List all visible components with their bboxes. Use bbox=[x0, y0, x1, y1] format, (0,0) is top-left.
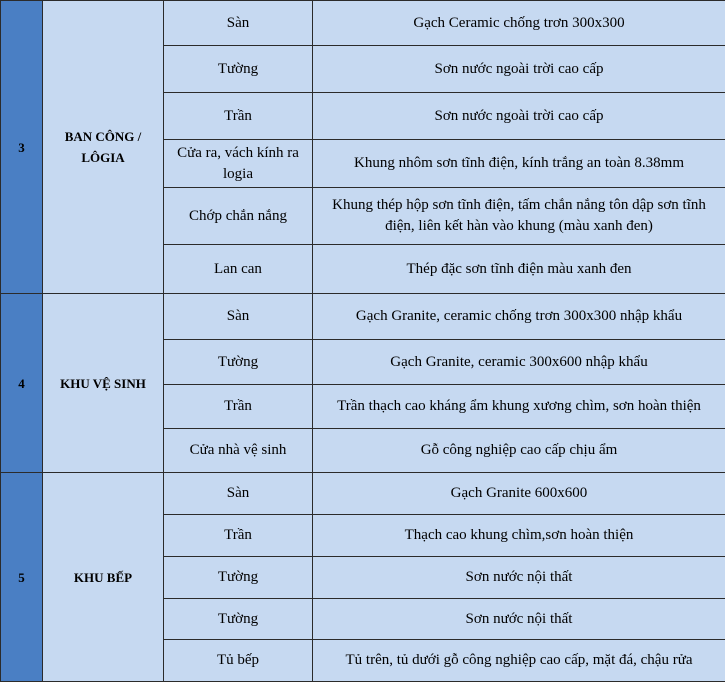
section-name: KHU BẾP bbox=[43, 473, 164, 682]
spec-cell: Gạch Granite, ceramic 300x600 nhập khẩu bbox=[313, 340, 725, 385]
item-cell: Sàn bbox=[164, 1, 313, 46]
section-name: KHU VỆ SINH bbox=[43, 294, 164, 473]
table-row bbox=[1, 473, 725, 515]
item-cell: Tường bbox=[164, 340, 313, 385]
item-cell: Lan can bbox=[164, 245, 313, 294]
spec-cell: Sơn nước ngoài trời cao cấp bbox=[313, 46, 725, 93]
item-cell: Trần bbox=[164, 515, 313, 557]
spec-cell: Thép đặc sơn tĩnh điện màu xanh đen bbox=[313, 245, 725, 294]
item-cell: Cửa ra, vách kính ra logia bbox=[164, 140, 313, 188]
item-cell: Trần bbox=[164, 93, 313, 140]
spec-cell: Khung thép hộp sơn tĩnh điện, tấm chắn nắng tôn dập sơn tĩnh điện, liên kết hàn vào khung (màu xanh đen) bbox=[313, 188, 725, 245]
section-number: 3 bbox=[1, 1, 43, 294]
item-cell: Tường bbox=[164, 557, 313, 599]
item-cell: Tường bbox=[164, 599, 313, 640]
item-cell: Trần bbox=[164, 385, 313, 429]
section-name: BAN CÔNG / LÔGIA bbox=[43, 1, 164, 294]
item-cell: Chớp chắn nắng bbox=[164, 188, 313, 245]
spec-cell: Gạch Ceramic chống trơn 300x300 bbox=[313, 1, 725, 46]
spec-cell: Gỗ công nghiệp cao cấp chịu ẩm bbox=[313, 429, 725, 473]
spec-cell: Thạch cao khung chìm,sơn hoàn thiện bbox=[313, 515, 725, 557]
spec-cell: Sơn nước nội thất bbox=[313, 557, 725, 599]
section-number: 4 bbox=[1, 294, 43, 473]
item-cell: Tủ bếp bbox=[164, 640, 313, 682]
spec-cell: Sơn nước ngoài trời cao cấp bbox=[313, 93, 725, 140]
spec-cell: Khung nhôm sơn tĩnh điện, kính trắng an toàn 8.38mm bbox=[313, 140, 725, 188]
spec-cell: Gạch Granite, ceramic chống trơn 300x300 nhập khẩu bbox=[313, 294, 725, 340]
table-row bbox=[1, 1, 725, 46]
table-row bbox=[1, 294, 725, 340]
spec-cell: Trần thạch cao kháng ẩm khung xương chìm, sơn hoàn thiện bbox=[313, 385, 725, 429]
spec-cell: Sơn nước nội thất bbox=[313, 599, 725, 640]
item-cell: Sàn bbox=[164, 473, 313, 515]
item-cell: Tường bbox=[164, 46, 313, 93]
item-cell: Cửa nhà vệ sinh bbox=[164, 429, 313, 473]
spec-cell: Gạch Granite 600x600 bbox=[313, 473, 725, 515]
item-cell: Sàn bbox=[164, 294, 313, 340]
spec-cell: Tủ trên, tủ dưới gỗ công nghiệp cao cấp, mặt đá, chậu rửa bbox=[313, 640, 725, 682]
section-number: 5 bbox=[1, 473, 43, 682]
